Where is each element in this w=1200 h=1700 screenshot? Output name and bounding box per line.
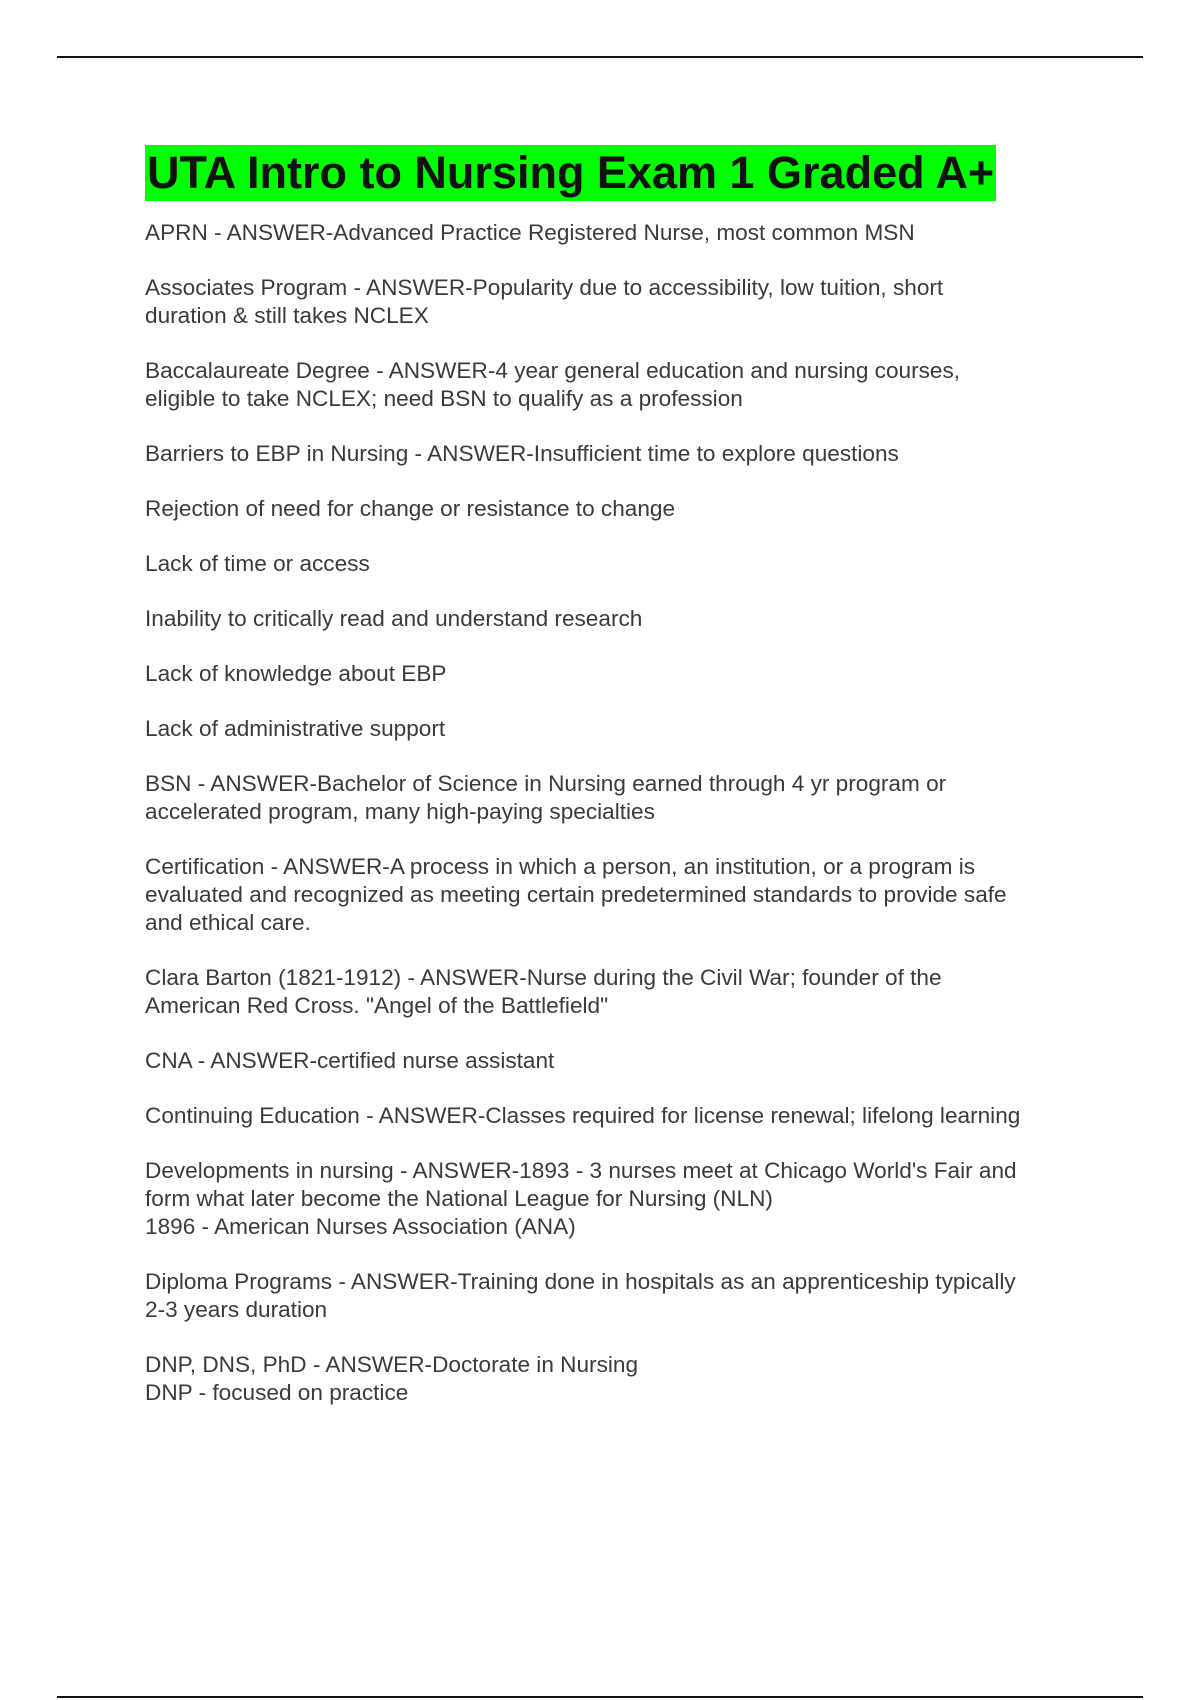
qa-entry xyxy=(145,1351,1085,1407)
qa-entry xyxy=(145,605,1085,633)
entry-line: Certification - ANSWER-A process in which a person, an institution, or a program is xyxy=(145,854,976,879)
entry-line: CNA - ANSWER-certified nurse assistant xyxy=(145,1048,555,1073)
entry-line: Clara Barton (1821-1912) - ANSWER-Nurse during the Civil War; founder of the xyxy=(145,965,942,990)
entry-line: DNP - focused on practice xyxy=(145,1380,409,1405)
entry-line: Barriers to EBP in Nursing - ANSWER-Insufficient time to explore questions xyxy=(145,441,899,466)
qa-entry xyxy=(145,964,1085,1020)
document-title: UTA Intro to Nursing Exam 1 Graded A+ xyxy=(145,145,996,201)
entry-line: duration & still takes NCLEX xyxy=(145,303,429,328)
entry-line: Inability to critically read and understand research xyxy=(145,606,643,631)
entry-line: evaluated and recognized as meeting certain predetermined standards to provide safe xyxy=(145,882,1007,907)
qa-entry xyxy=(145,660,1085,688)
qa-entry xyxy=(145,1102,1085,1130)
footer-rule xyxy=(57,1696,1143,1698)
qa-entry xyxy=(145,219,1085,247)
entry-line: Baccalaureate Degree - ANSWER-4 year general education and nursing courses, xyxy=(145,358,961,383)
qa-entry xyxy=(145,715,1085,743)
qa-entry xyxy=(145,853,1085,937)
entry-line: Associates Program - ANSWER-Popularity due to accessibility, low tuition, short xyxy=(145,275,944,300)
entry-line: Rejection of need for change or resistance to change xyxy=(145,496,676,521)
qa-entry xyxy=(145,1157,1085,1241)
entry-line: Developments in nursing - ANSWER-1893 - 3 nurses meet at Chicago World's Fair and xyxy=(145,1158,1017,1183)
qa-entry xyxy=(145,770,1085,826)
qa-entry xyxy=(145,357,1085,413)
entry-line: BSN - ANSWER-Bachelor of Science in Nursing earned through 4 yr program or xyxy=(145,771,947,796)
entry-line: Diploma Programs - ANSWER-Training done in hospitals as an apprenticeship typically xyxy=(145,1269,1016,1294)
entry-line: Lack of knowledge about EBP xyxy=(145,661,447,686)
entry-line: American Red Cross. "Angel of the Battlefield" xyxy=(145,993,609,1018)
entry-line: Lack of time or access xyxy=(145,551,370,576)
entry-line: 2-3 years duration xyxy=(145,1297,328,1322)
qa-entry xyxy=(145,1047,1085,1075)
qa-entry xyxy=(145,495,1085,523)
entry-line: form what later become the National League for Nursing (NLN) xyxy=(145,1186,773,1211)
qa-entry xyxy=(145,1268,1085,1324)
qa-entry xyxy=(145,440,1085,468)
entry-line: 1896 - American Nurses Association (ANA) xyxy=(145,1214,576,1239)
entry-list xyxy=(145,219,1085,1407)
entry-line: and ethical care. xyxy=(145,910,311,935)
header-rule xyxy=(57,56,1143,58)
entry-line: DNP, DNS, PhD - ANSWER-Doctorate in Nursing xyxy=(145,1352,639,1377)
qa-entry xyxy=(145,274,1085,330)
entry-line: APRN - ANSWER-Advanced Practice Registered Nurse, most common MSN xyxy=(145,220,915,245)
entry-line: accelerated program, many high-paying specialties xyxy=(145,799,655,824)
document-body xyxy=(145,145,1085,1434)
qa-entry xyxy=(145,550,1085,578)
entry-line: eligible to take NCLEX; need BSN to qualify as a profession xyxy=(145,386,743,411)
entry-line: Lack of administrative support xyxy=(145,716,446,741)
entry-line: Continuing Education - ANSWER-Classes required for license renewal; lifelong learning xyxy=(145,1103,1021,1128)
